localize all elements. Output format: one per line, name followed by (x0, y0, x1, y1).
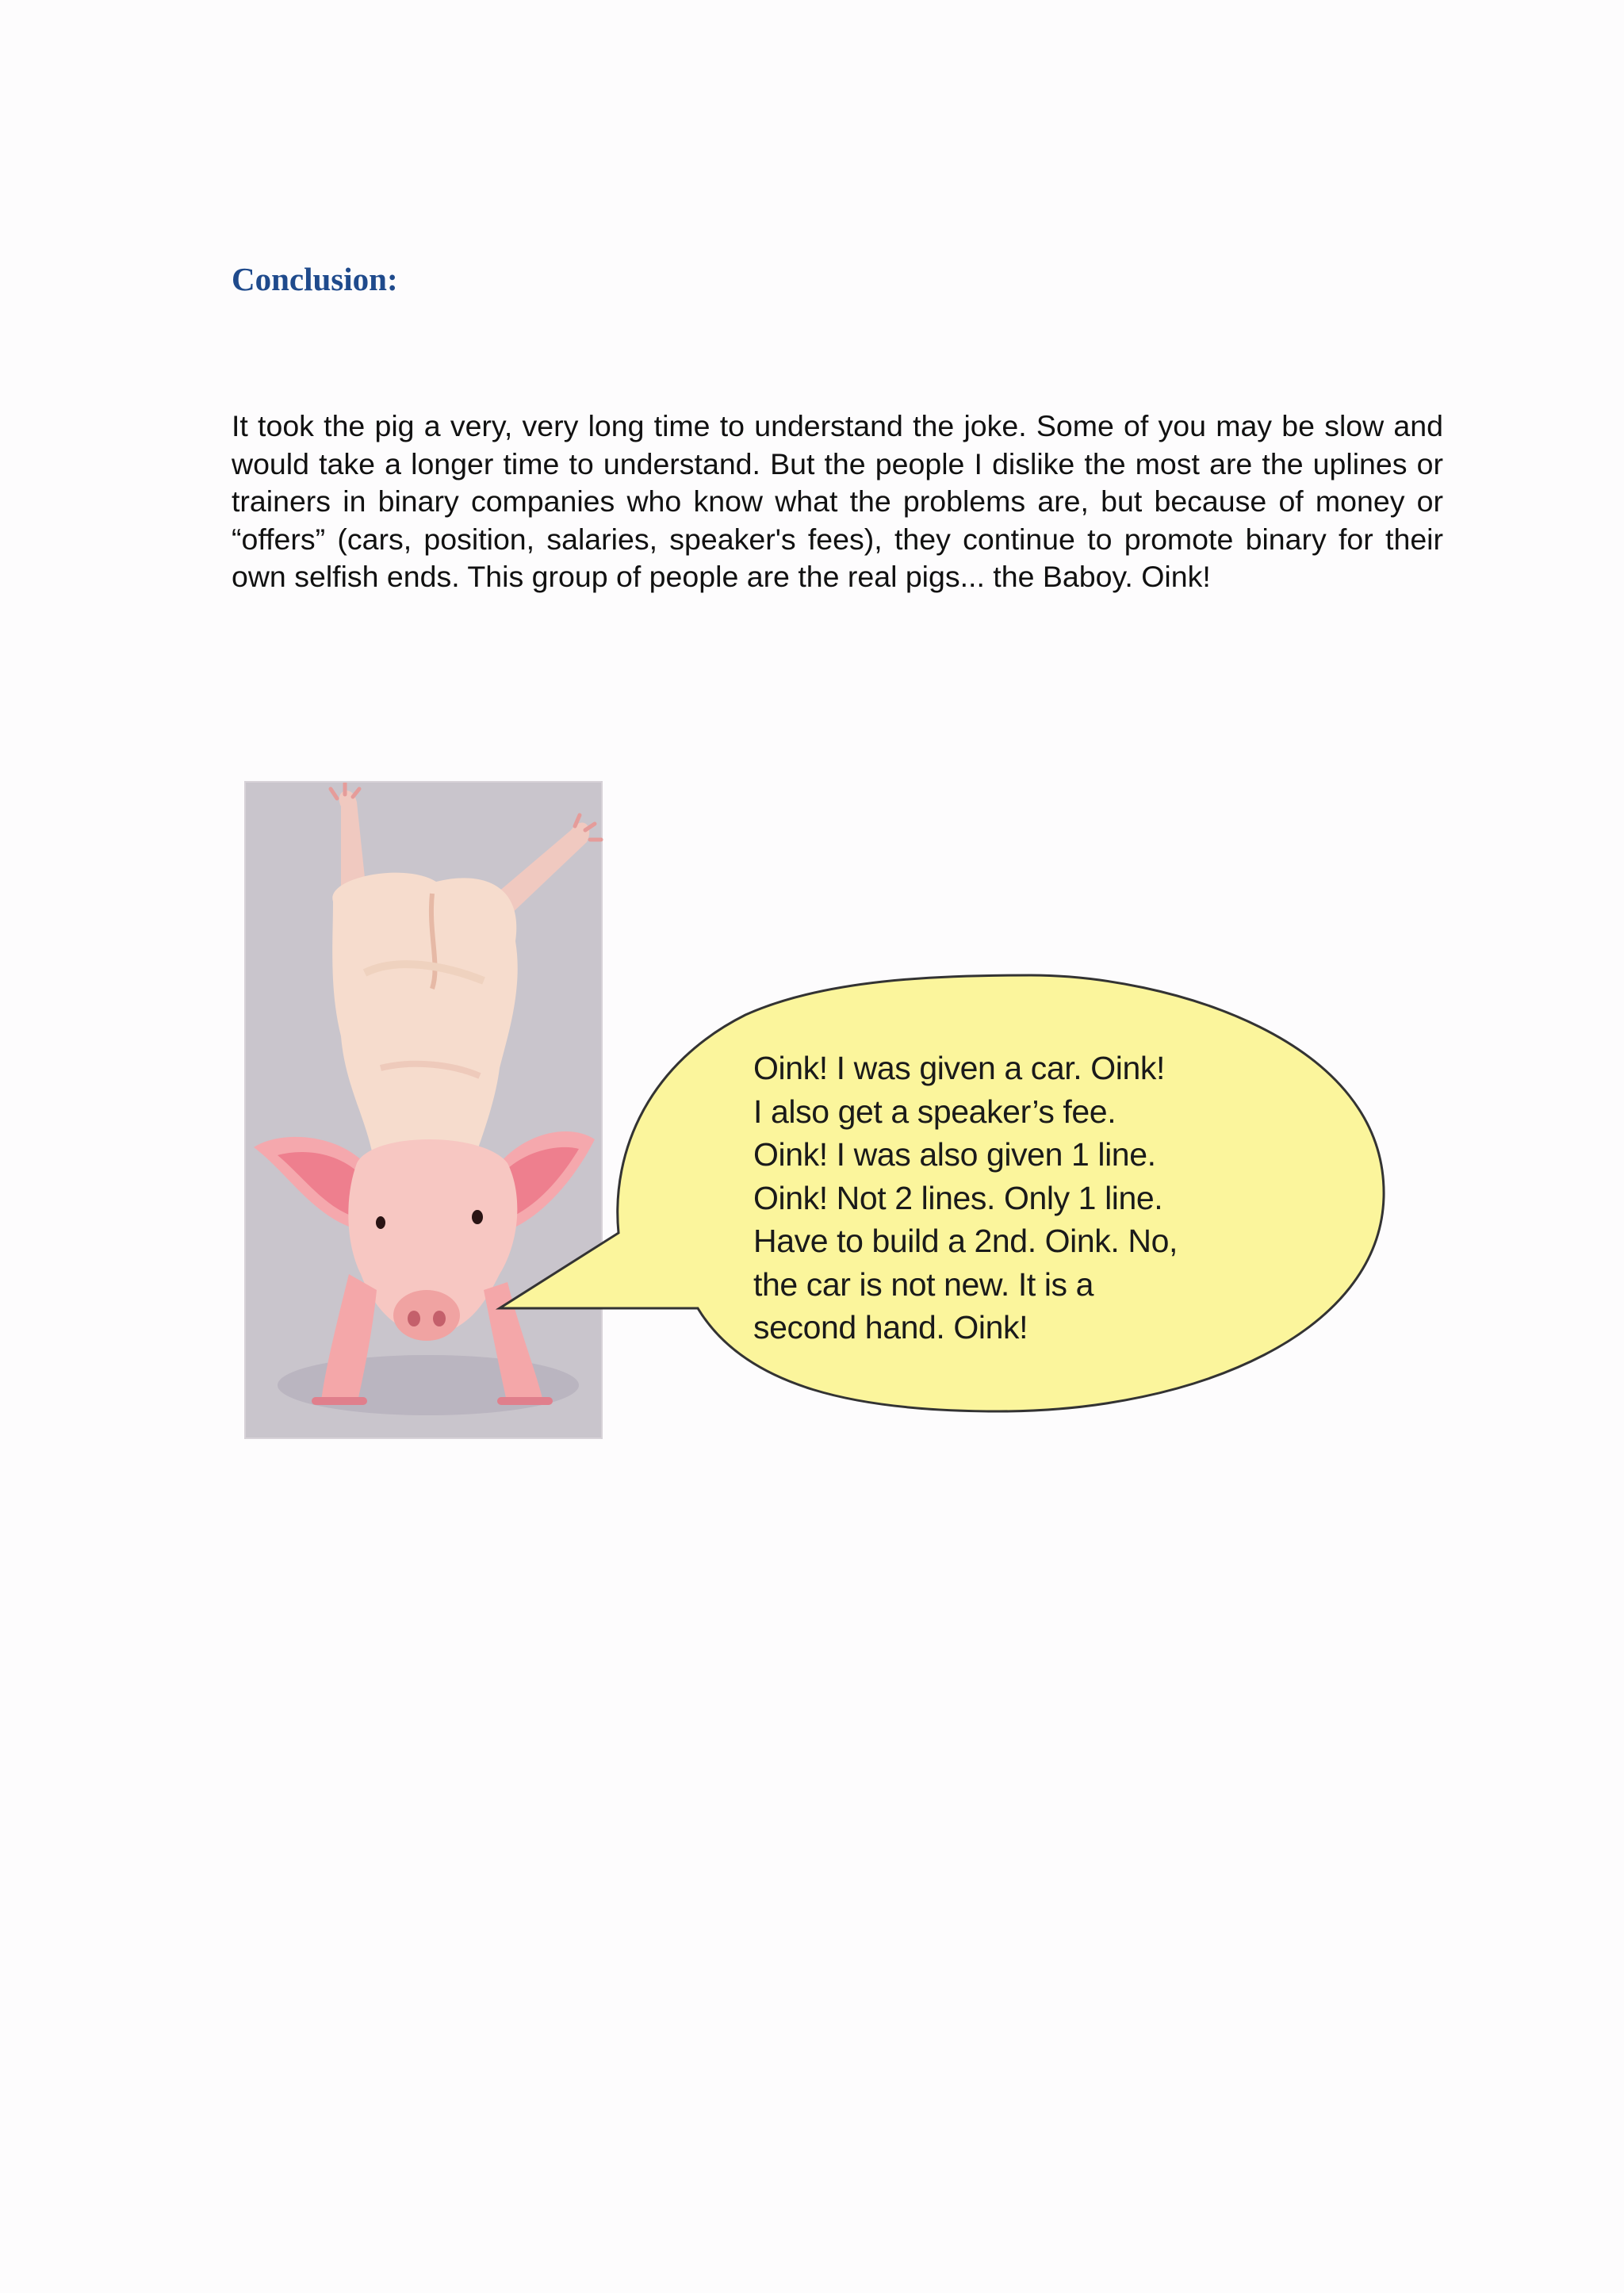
pig-illustration (238, 777, 1396, 1451)
section-heading: Conclusion: (232, 261, 398, 297)
speech-line: Have to build a 2nd. Oink. No, (753, 1223, 1178, 1259)
conclusion-paragraph: It took the pig a very, very long time to understand the joke. Some of you may be slow and would take a longer time to understand. But the people I dislike the most are the uplines or trainers in binary companies who know what the problems are, but because of money or “offers” (cars, position, salaries, speaker's fees), they continue to promote binary for their own selfish ends. This group of people are the real pigs... the Baboy. Oink! (232, 409, 1443, 593)
speech-line: Oink! Not 2 lines. Only 1 line. (753, 1179, 1163, 1216)
speech-line: Oink! I was given a car. Oink! (753, 1050, 1165, 1086)
speech-line: second hand. Oink! (753, 1309, 1028, 1346)
speech-line: I also get a speaker’s fee. (753, 1093, 1116, 1130)
speech-bubble-text (753, 1047, 1324, 1349)
speech-line: Oink! I was also given 1 line. (753, 1136, 1156, 1173)
speech-line: the car is not new. It is a (753, 1265, 1094, 1303)
